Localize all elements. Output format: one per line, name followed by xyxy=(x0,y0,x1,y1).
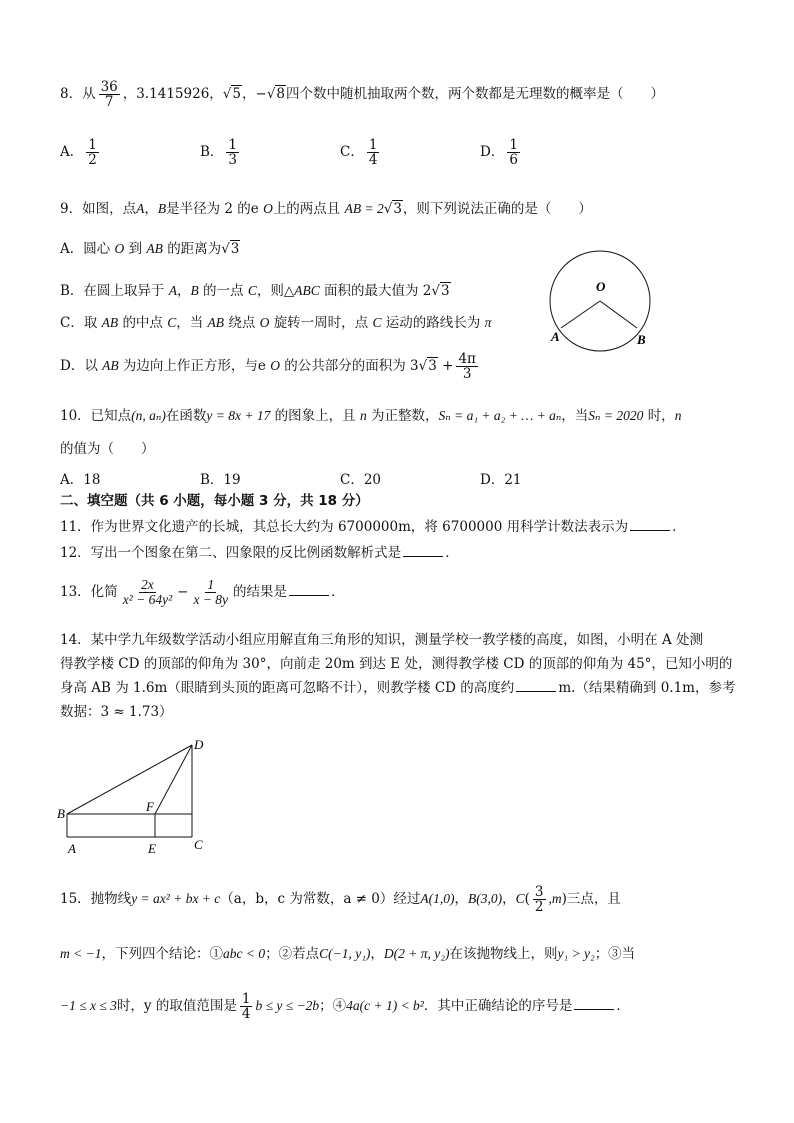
q9-text: 上的两点且 xyxy=(272,201,341,217)
label-c: C xyxy=(194,837,203,852)
option-label: D． xyxy=(480,144,505,161)
q8-text: ，3.1415926， xyxy=(122,86,223,103)
q9-var: B xyxy=(190,283,199,298)
q9-text: ，则△ xyxy=(256,283,295,299)
q15-point-b: B(3,0) xyxy=(468,891,503,907)
q13-f1-den: x² − 64y² xyxy=(122,592,173,608)
q11 xyxy=(60,519,686,537)
q15-fraction-den: 2 xyxy=(534,899,544,916)
q8-option-d[interactable] xyxy=(480,138,523,167)
q9-option-a[interactable] xyxy=(60,240,240,259)
q10-text: 为正整数， xyxy=(371,408,439,424)
q9-text: 为边向上作正方形，与 xyxy=(122,358,258,375)
q10-option-a[interactable]: A．18 xyxy=(60,472,101,488)
q13-answer-blank[interactable] xyxy=(289,595,329,596)
q15-text: ，下列四个结论：① xyxy=(101,946,223,962)
q9-sqrt3: √3 xyxy=(418,358,437,375)
q10-stem xyxy=(60,407,681,426)
q9-var: B xyxy=(157,201,167,216)
q10-option-d[interactable]: D．21 xyxy=(480,472,522,488)
q10-text: 的图象上，且 xyxy=(274,408,356,424)
option-fraction xyxy=(507,138,520,167)
q15-text: 时，y 的取值范围是 xyxy=(116,998,237,1015)
q9-circle-symbol: e xyxy=(250,201,259,217)
q9-var: B xyxy=(154,241,163,256)
q9-pi: π xyxy=(484,315,492,330)
q9-option-d[interactable] xyxy=(60,352,481,381)
label-a: A xyxy=(68,841,76,856)
q9-fraction-den: 3 xyxy=(462,366,472,383)
q9-sqrt3-radicand: 3 xyxy=(428,358,437,375)
q8-sqrt5-radicand: 5 xyxy=(232,86,241,103)
q14-line4: 数据：3 ≈ 1.73） xyxy=(60,704,173,720)
q15-fraction xyxy=(240,992,253,1021)
q14-text: 身高 AB 为 1.6m（眼睛到头顶的距离可忽略不计），则教学楼 CD 的高度约 xyxy=(60,680,515,696)
section-heading: 二、填空题（共 6 小题，每小题 3 分，共 18 分） xyxy=(60,493,369,509)
radius-oa xyxy=(561,301,600,328)
label-e: E xyxy=(148,841,156,856)
q10-text: 时， xyxy=(647,408,675,424)
q8-stem xyxy=(60,80,664,109)
q15-text: 三点，且 xyxy=(566,891,621,908)
label-a: A xyxy=(551,329,560,344)
q11-text: 11．作为世界文化遗产的长城，其总长大约为 6700000m，将 6700000 用科学计数法表示为 xyxy=(60,519,629,535)
q14-answer-blank[interactable] xyxy=(516,691,556,692)
q9-circle-symbol: e xyxy=(257,358,266,375)
q15-text: ， xyxy=(370,946,384,962)
q9-text: ，则下列说法正确的是（ ） xyxy=(402,201,592,217)
q9-var: C xyxy=(247,283,257,298)
q8-sqrt5: √5 xyxy=(222,86,241,103)
q9-text: 旋转一周时，点 xyxy=(273,315,369,331)
q9-sqrt3: √3 xyxy=(221,241,240,257)
option-den: 6 xyxy=(509,152,518,169)
q10-option-b[interactable]: B．19 xyxy=(200,472,241,488)
q12-end: ． xyxy=(445,545,459,561)
q15-point-a: A(1,0) xyxy=(420,891,455,907)
q9-text: C．取 xyxy=(60,315,98,331)
option-num: 1 xyxy=(228,137,238,153)
q9-var-ab xyxy=(146,241,163,256)
option-den: 4 xyxy=(368,152,378,169)
label-o: O xyxy=(596,279,606,294)
option-den: 3 xyxy=(228,152,238,169)
label-b: B xyxy=(637,332,646,347)
option-fraction xyxy=(367,138,380,167)
q9-var: O xyxy=(263,201,273,216)
q15-text: 在该抛物线上，则 xyxy=(449,946,558,962)
q13-end: ． xyxy=(331,584,345,601)
q13-text: 的结果是 xyxy=(233,584,288,601)
q10-option-c[interactable]: C．20 xyxy=(340,472,382,488)
q9-sqrt3-radicand: 3 xyxy=(230,241,240,257)
q15-fraction-num: 3 xyxy=(534,884,544,900)
q9-sqrt3: √3 xyxy=(431,283,450,299)
q15-point: C(−1, y₁) xyxy=(319,946,371,961)
q9-var: A xyxy=(102,358,111,374)
q15-point: D(2 + π, y₂) xyxy=(383,946,450,961)
q14-line2: 得教学楼 CD 的顶部的仰角为 30°，向前走 20m 到达 E 处，测得教学楼 CD 的顶部的仰角为 45°，已知小明的 xyxy=(60,656,733,672)
q9-var: B xyxy=(110,358,119,374)
q10-point: (n, aₙ) xyxy=(131,408,166,423)
q9-var: A xyxy=(101,315,110,330)
q9-var: O xyxy=(114,241,125,256)
q9-var: C xyxy=(372,315,382,330)
radius-ob xyxy=(600,301,637,328)
q13-f2-num: 1 xyxy=(207,577,215,592)
q9-text: 到 xyxy=(128,241,143,257)
q9-circle-figure xyxy=(545,248,685,378)
q9-var-ab xyxy=(102,358,119,373)
q10-line2 xyxy=(60,441,155,459)
q9-var: ABC xyxy=(294,283,320,298)
q9-text: ，当 xyxy=(176,315,204,331)
q9-sqrt3: √3 xyxy=(383,201,402,217)
q13-f1-num: 2x xyxy=(141,577,154,592)
q15-fraction-den: 4 xyxy=(241,1006,251,1023)
q9-text: + xyxy=(442,358,454,375)
q15-text: （a，b，c 为常数，a ≠ 0）经过 xyxy=(220,891,421,908)
q10-sum: Sₙ = a₁ + a₂ + … + aₙ xyxy=(438,408,562,423)
q9-text: 的一点 xyxy=(203,283,244,299)
q15-conclusion-1: abc < 0 xyxy=(222,946,266,961)
q10-condition: Sₙ = 2020 xyxy=(588,408,644,423)
q9-text: 的公共部分的面积为 3 xyxy=(284,358,419,375)
q9-var: B xyxy=(109,315,119,330)
q9-text: 运动的路线长为 xyxy=(385,315,481,331)
q9-var-ab xyxy=(102,315,119,330)
q10-var: n xyxy=(674,408,682,423)
q9-var: A xyxy=(136,201,145,216)
q15-ineq: y₁ > y₂ xyxy=(557,946,595,961)
q9-text: 绕点 xyxy=(228,315,256,331)
q15-text: ．其中正确结论的序号是 xyxy=(423,998,573,1015)
q15-text: ；③当 xyxy=(594,946,636,962)
label-f: F xyxy=(146,799,154,814)
label-b: B xyxy=(57,806,65,821)
q14-line1: 14．某中学九年级数学活动小组应用解直角三角形的知识，测量学校一教学楼的高度，如图，小明在 A 处测 xyxy=(60,632,704,648)
q14-line3 xyxy=(60,680,735,698)
option-label: B． xyxy=(200,144,224,161)
q13-minus: − xyxy=(177,584,189,601)
q9-var: O xyxy=(270,358,280,374)
q9-var: B xyxy=(215,315,225,330)
q9-sqrt3-radicand: 3 xyxy=(441,283,450,299)
q8-option-b[interactable] xyxy=(200,138,242,167)
q15-range: −1 ≤ x ≤ 3 xyxy=(60,998,117,1014)
q13-f2-den: x − 8y xyxy=(193,592,229,608)
q15-end: ． xyxy=(616,998,630,1015)
option-label: A． xyxy=(60,144,84,161)
q9-var: A xyxy=(207,315,216,330)
q10-var: n xyxy=(359,408,367,423)
q8-text: ，− xyxy=(242,86,267,103)
q8-sqrt8: √8 xyxy=(266,86,286,103)
option-label: C． xyxy=(340,144,364,161)
q9-text: A．圆心 xyxy=(60,241,111,257)
q15-line3 xyxy=(60,992,630,1021)
q9-var: C xyxy=(167,315,177,330)
q9-fraction xyxy=(456,352,477,381)
option-num: 1 xyxy=(368,137,378,153)
q8-number: 8． xyxy=(60,86,83,103)
q15-fraction-num: 1 xyxy=(241,991,251,1007)
q8-text: 四个数中随机抽取两个数，两个数都是无理数的概率是（ ） xyxy=(286,86,665,103)
label-d: D xyxy=(194,737,204,752)
q14-text: m.（结果精确到 0.1m，参考 xyxy=(558,680,736,696)
q8-option-c[interactable] xyxy=(340,138,382,167)
q15-text: 15．抛物线 xyxy=(60,891,132,908)
q15-cond: m < −1 xyxy=(60,946,102,961)
q8-fraction-num: 36 xyxy=(100,79,118,95)
q15-text: ， xyxy=(454,891,468,908)
option-num: 1 xyxy=(509,137,518,153)
q12 xyxy=(60,545,459,563)
q15-point-c: C xyxy=(515,891,525,907)
q9-option-c[interactable] xyxy=(60,314,491,333)
q9-text: 的中点 xyxy=(122,315,163,331)
q8-fraction-den: 7 xyxy=(104,94,114,111)
q15-equation: y = ax² + bx + c xyxy=(131,891,221,907)
q15-text: ；④ xyxy=(319,998,347,1015)
q9-text: B．在圆上取异于 xyxy=(60,283,165,299)
q15-fraction xyxy=(533,885,546,914)
q10-text: 10．已知点 xyxy=(60,408,132,424)
q9-equation: AB = 2 xyxy=(344,201,384,216)
q11-answer-blank[interactable] xyxy=(630,530,670,531)
q10-function: y = 8x + 17 xyxy=(206,408,271,423)
q9-fraction-num: 4π xyxy=(458,351,476,367)
q9-text: D．以 xyxy=(60,358,98,375)
q8-option-a[interactable] xyxy=(60,138,102,167)
q13 xyxy=(60,578,345,607)
q15-text: ， xyxy=(502,891,516,908)
q12-text: 12．写出一个图象在第二、四象限的反比例函数解析式是 xyxy=(60,545,402,561)
q13-fraction-2 xyxy=(191,578,230,607)
option-fraction xyxy=(226,138,239,167)
q8-fraction xyxy=(99,80,120,109)
q13-fraction-1 xyxy=(121,578,174,607)
q10-text: 在函数 xyxy=(165,408,207,424)
q15-point-c-m: ,m xyxy=(548,891,562,907)
q9-text: 的距离为 xyxy=(167,241,222,257)
q8-text: 从 xyxy=(82,86,96,103)
option-fraction xyxy=(86,138,99,167)
q15-ineq: 4a(c + 1) < b² xyxy=(346,998,424,1014)
q9-text: 是半径为 2 的 xyxy=(166,201,251,217)
q9-text: 9．如图，点 xyxy=(60,201,137,217)
option-den: 2 xyxy=(88,152,97,169)
q9-stem xyxy=(60,200,592,219)
q9-var-ab xyxy=(208,315,225,330)
q15-answer-blank[interactable] xyxy=(574,1009,614,1010)
q9-var: A xyxy=(168,283,177,298)
q9-var: A xyxy=(146,241,155,256)
q12-answer-blank[interactable] xyxy=(403,556,443,557)
q13-text: 13．化简 xyxy=(60,584,118,601)
q14-building-figure xyxy=(55,735,215,860)
q9-text: 面积的最大值为 2 xyxy=(324,283,432,299)
q9-text: ， xyxy=(144,201,158,217)
q10-text: ，当 xyxy=(561,408,589,424)
q9-option-b[interactable] xyxy=(60,282,451,301)
q9-sqrt3-radicand: 3 xyxy=(393,201,402,217)
q9-text: ， xyxy=(176,283,191,299)
option-num: 1 xyxy=(88,137,97,153)
q15-ineq: b ≤ y ≤ −2b xyxy=(255,998,320,1014)
q15-line2 xyxy=(60,945,635,964)
q9-var: O xyxy=(259,315,270,330)
q15-text: ；②若点 xyxy=(265,946,320,962)
q8-sqrt8-radicand: 8 xyxy=(276,86,286,103)
q10-text: 的值为（ ） xyxy=(60,441,155,457)
q11-end: ． xyxy=(672,519,686,535)
q15-line1: 15．抛物线y = ax² + bx + c（a，b，c 为常数，a ≠ 0）经过A(1,0)，B(3,0)，C( $\frac{3}{2}$ ,m)三点，且 xyxy=(60,884,621,916)
